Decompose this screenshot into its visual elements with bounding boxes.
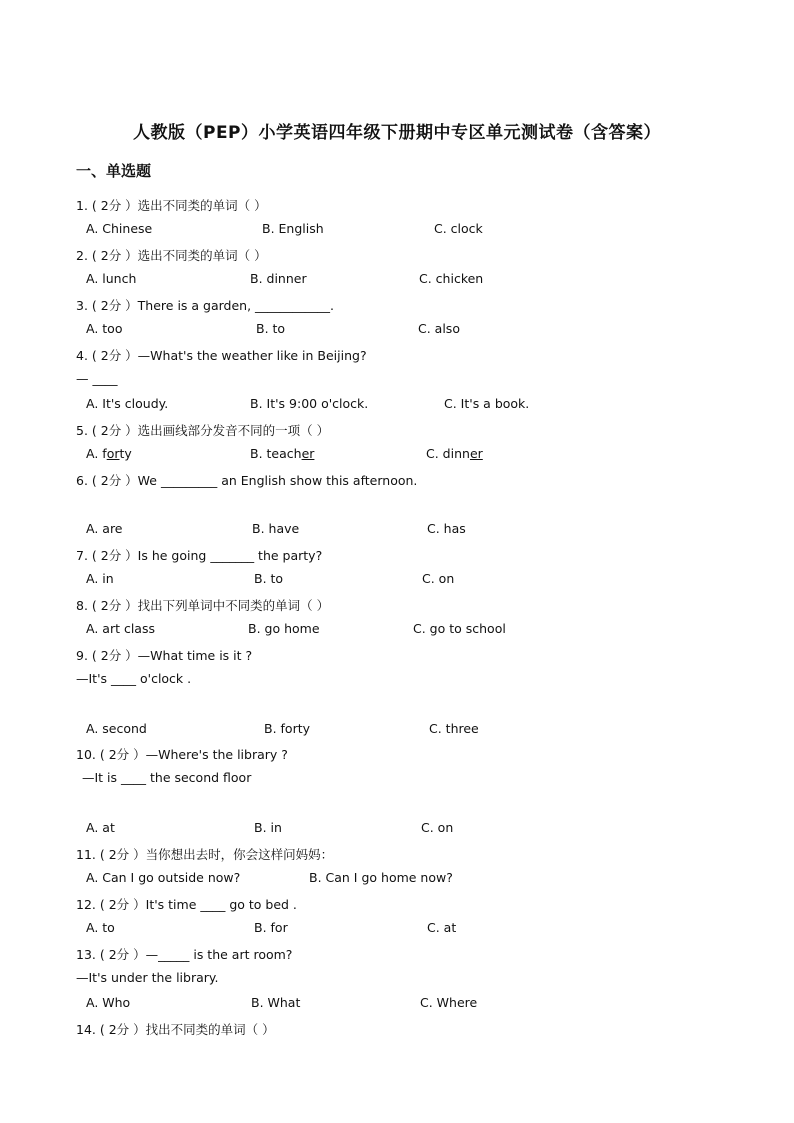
question-6-option-c: C. has bbox=[427, 521, 466, 536]
question-10-option-a: A. at bbox=[86, 820, 115, 835]
question-1-option-a: A. Chinese bbox=[86, 221, 153, 236]
question-4-answer-line: — ____ bbox=[76, 371, 118, 386]
question-11-option-a: A. Can I go outside now? bbox=[86, 870, 241, 885]
question-3-option-a: A. too bbox=[86, 321, 123, 336]
question-7-option-a: A. in bbox=[86, 571, 114, 586]
question-2-option-c: C. chicken bbox=[419, 271, 484, 286]
question-4-option-c: C. It's a book. bbox=[444, 396, 530, 411]
question-11-option-b: B. Can I go home now? bbox=[309, 870, 453, 885]
question-9-answer-line: —It's ____ o'clock . bbox=[76, 671, 192, 686]
question-7-option-b: B. to bbox=[254, 571, 284, 586]
question-4-option-b: B. It's 9:00 o'clock. bbox=[250, 396, 369, 411]
question-12-option-a: A. to bbox=[86, 920, 115, 935]
question-10-stem: 10. ( 2分 ）—Where's the library ? bbox=[76, 747, 288, 762]
question-1-option-c: C. clock bbox=[434, 221, 483, 236]
question-12-stem: 12. ( 2分 ）It's time ____ go to bed . bbox=[76, 897, 297, 912]
question-9-option-b: B. forty bbox=[264, 721, 311, 736]
question-1-option-b: B. English bbox=[262, 221, 324, 236]
question-14-stem: 14. ( 2分 ）找出不同类的单词（ ） bbox=[76, 1022, 275, 1037]
question-5-stem: 5. ( 2分 ）选出画线部分发音不同的一项（ ） bbox=[76, 423, 330, 438]
question-10-option-b: B. in bbox=[254, 820, 282, 835]
question-8-option-c: C. go to school bbox=[413, 621, 506, 636]
question-3-option-b: B. to bbox=[256, 321, 286, 336]
question-10-option-c: C. on bbox=[421, 820, 454, 835]
question-11-stem: 11. ( 2分 ）当你想出去时，你会这样问妈妈： bbox=[76, 847, 334, 862]
question-5-option-b: B. teacher bbox=[250, 446, 315, 461]
section-heading: 一、单选题 bbox=[76, 162, 152, 180]
question-13-stem: 13. ( 2分 ）—_____ is the art room? bbox=[76, 947, 293, 962]
question-2-option-a: A. lunch bbox=[86, 271, 137, 286]
question-12-option-b: B. for bbox=[254, 920, 288, 935]
question-8-option-b: B. go home bbox=[248, 621, 320, 636]
question-12-option-c: C. at bbox=[427, 920, 457, 935]
question-7-option-c: C. on bbox=[422, 571, 455, 586]
question-4-option-a: A. It's cloudy. bbox=[86, 396, 169, 411]
question-5-option-c: C. dinner bbox=[426, 446, 483, 461]
question-6-option-a: A. are bbox=[86, 521, 123, 536]
question-2-option-b: B. dinner bbox=[250, 271, 307, 286]
question-9-option-c: C. three bbox=[429, 721, 479, 736]
question-1-stem: 1. ( 2分 ）选出不同类的单词（ ） bbox=[76, 198, 267, 213]
question-6-option-b: B. have bbox=[252, 521, 300, 536]
document-title: 人教版（PEP）小学英语四年级下册期中专区单元测试卷（含答案） bbox=[132, 123, 662, 143]
question-3-stem: 3. ( 2分 ）There is a garden, ____________. bbox=[76, 298, 335, 313]
question-8-option-a: A. art class bbox=[86, 621, 155, 636]
question-13-option-c: C. Where bbox=[420, 995, 478, 1010]
question-5-option-a: A. forty bbox=[86, 446, 132, 461]
question-10-answer-line: —It is ____ the second floor bbox=[82, 770, 252, 785]
question-13-option-b: B. What bbox=[251, 995, 301, 1010]
question-2-stem: 2. ( 2分 ）选出不同类的单词（ ） bbox=[76, 248, 267, 263]
question-9-stem: 9. ( 2分 ）—What time is it ? bbox=[76, 648, 253, 663]
question-7-stem: 7. ( 2分 ）Is he going _______ the party? bbox=[76, 548, 323, 563]
question-13-answer-line: —It's under the library. bbox=[76, 970, 219, 985]
question-8-stem: 8. ( 2分 ）找出下列单词中不同类的单词（ ） bbox=[76, 598, 330, 613]
question-9-option-a: A. second bbox=[86, 721, 147, 736]
question-13-option-a: A. Who bbox=[86, 995, 131, 1010]
question-3-option-c: C. also bbox=[418, 321, 460, 336]
question-4-stem: 4. ( 2分 ）—What's the weather like in Beijing? bbox=[76, 348, 367, 363]
question-6-stem: 6. ( 2分 ）We _________ an English show this afternoon. bbox=[76, 473, 418, 488]
